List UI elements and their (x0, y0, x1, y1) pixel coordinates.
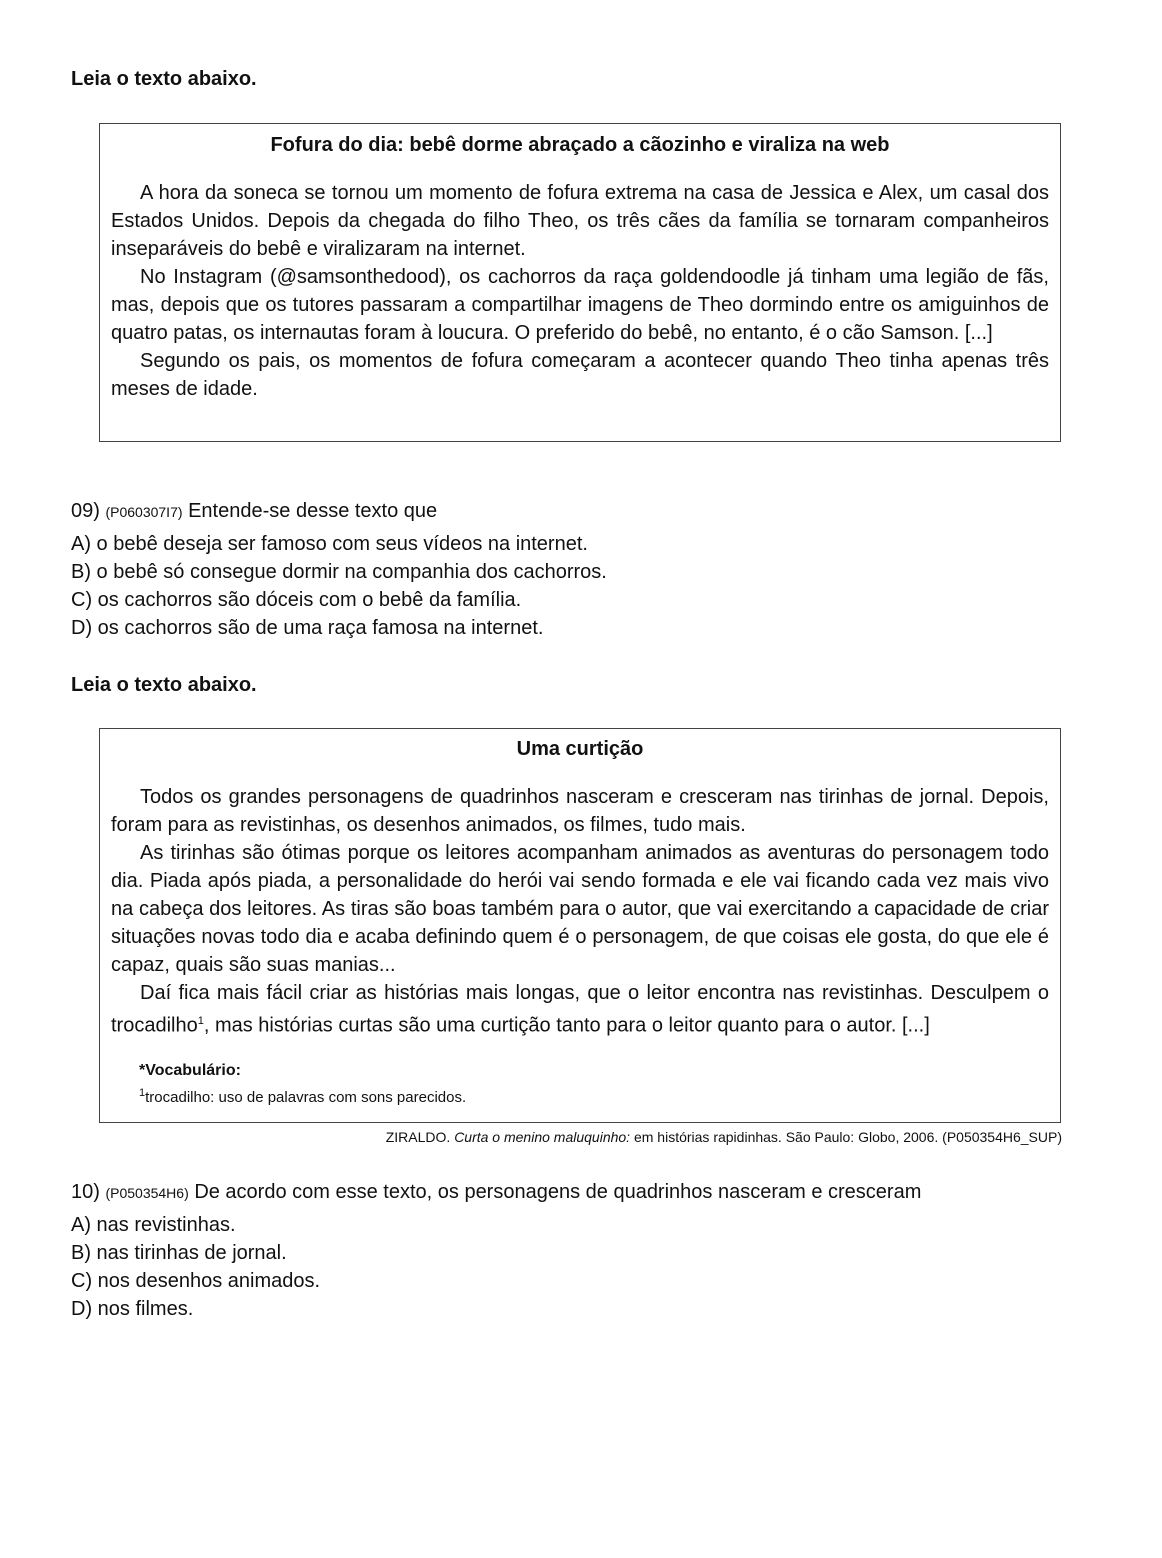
text-title: Uma curtição (516, 738, 644, 760)
question-code: (P050354H6) (105, 1185, 189, 1201)
footnote-marker: 1 (197, 1015, 204, 1027)
vocabulary-item: $^1$trocadilho: uso de palavras com sons parecidos. (139, 1086, 467, 1106)
option-c[interactable]: C) os cachorros são dóceis com o bebê da família. (71, 589, 522, 611)
text-box-curticao (99, 728, 1061, 1123)
option-a[interactable]: A) o bebê deseja ser famoso com seus vídeos na internet. (71, 533, 588, 555)
question-number: 09) (71, 500, 100, 522)
paragraph: No Instagram (@samsonthedood), os cachorros da raça goldendoodle já tinham uma legião de fãs, mas, depois que os tutores passaram a compartilhar imagens de Theo dormindo entre os amiguinhos de quatro patas, os internautas foram à loucura. O preferido do bebê, no entanto, é o cão Samson. [...] (111, 266, 1049, 344)
text-box-fofura (99, 123, 1061, 442)
instruction-heading: Leia o texto abaixo. (71, 68, 257, 90)
paragraph: Todos os grandes personagens de quadrinhos nasceram e cresceram nas tirinhas de jornal. Depois, foram para as revistinhas, os desenhos animados, os filmes, tudo mais. (111, 786, 1049, 836)
option-b[interactable]: B) nas tirinhas de jornal. (71, 1242, 287, 1264)
option-d[interactable]: D) nos filmes. (71, 1298, 194, 1320)
question-text: De acordo com esse texto, os personagens de quadrinhos nasceram e cresceram (194, 1181, 922, 1203)
source-citation: ZIRALDO. Curta o menino maluquinho: em histórias rapidinhas. São Paulo: Globo, 2006. (P050354H6_SUP) (385, 1129, 1062, 1145)
text-title: Fofura do dia: bebê dorme abraçado a cãozinho e viraliza na web (270, 134, 890, 156)
option-c[interactable]: C) nos desenhos animados. (71, 1270, 321, 1292)
option-b[interactable]: B) o bebê só consegue dormir na companhia dos cachorros. (71, 561, 607, 583)
paragraph: Daí fica mais fácil criar as histórias mais longas, que o leitor encontra nas revistinhas. Desculpem o trocadilho$^1$, mas histórias curtas são uma curtição tanto para o leitor quanto para o autor. [...] (111, 982, 1049, 1037)
question-09 (71, 497, 607, 642)
vocabulary-note (139, 1060, 1049, 1109)
question-10 (71, 1178, 921, 1323)
option-a[interactable]: A) nas revistinhas. (71, 1214, 236, 1236)
instruction-heading: Leia o texto abaixo. (71, 674, 257, 696)
paragraph: As tirinhas são ótimas porque os leitores acompanham animados as aventuras do personagem todo dia. Piada após piada, a personalidade do herói vai sendo formada e ele vai ficando cada vez mais vivo na cabeça dos leitores. As tiras são boas também para o autor, que vai exercitando a capacidade de criar situações novas todo dia e acaba definindo quem é o personagem, de que coisas ele gosta, do que ele é capaz, quais são suas manias... (111, 842, 1049, 976)
paragraph: Segundo os pais, os momentos de fofura começaram a acontecer quando Theo tinha apenas três meses de idade. (111, 350, 1049, 400)
option-d[interactable]: D) os cachorros são de uma raça famosa na internet. (71, 617, 544, 639)
question-stem (71, 497, 607, 526)
vocabulary-title: *Vocabulário: (139, 1061, 241, 1079)
question-stem (71, 1178, 921, 1207)
question-number: 10) (71, 1181, 100, 1203)
question-text: Entende-se desse texto que (188, 500, 438, 522)
paragraph: A hora da soneca se tornou um momento de fofura extrema na casa de Jessica e Alex, um casal dos Estados Unidos. Depois da chegada do filho Theo, os três cães da família se tornaram companheiros inseparáveis do bebê e viralizaram na internet. (111, 182, 1049, 260)
question-code: (P060307I7) (105, 504, 183, 520)
